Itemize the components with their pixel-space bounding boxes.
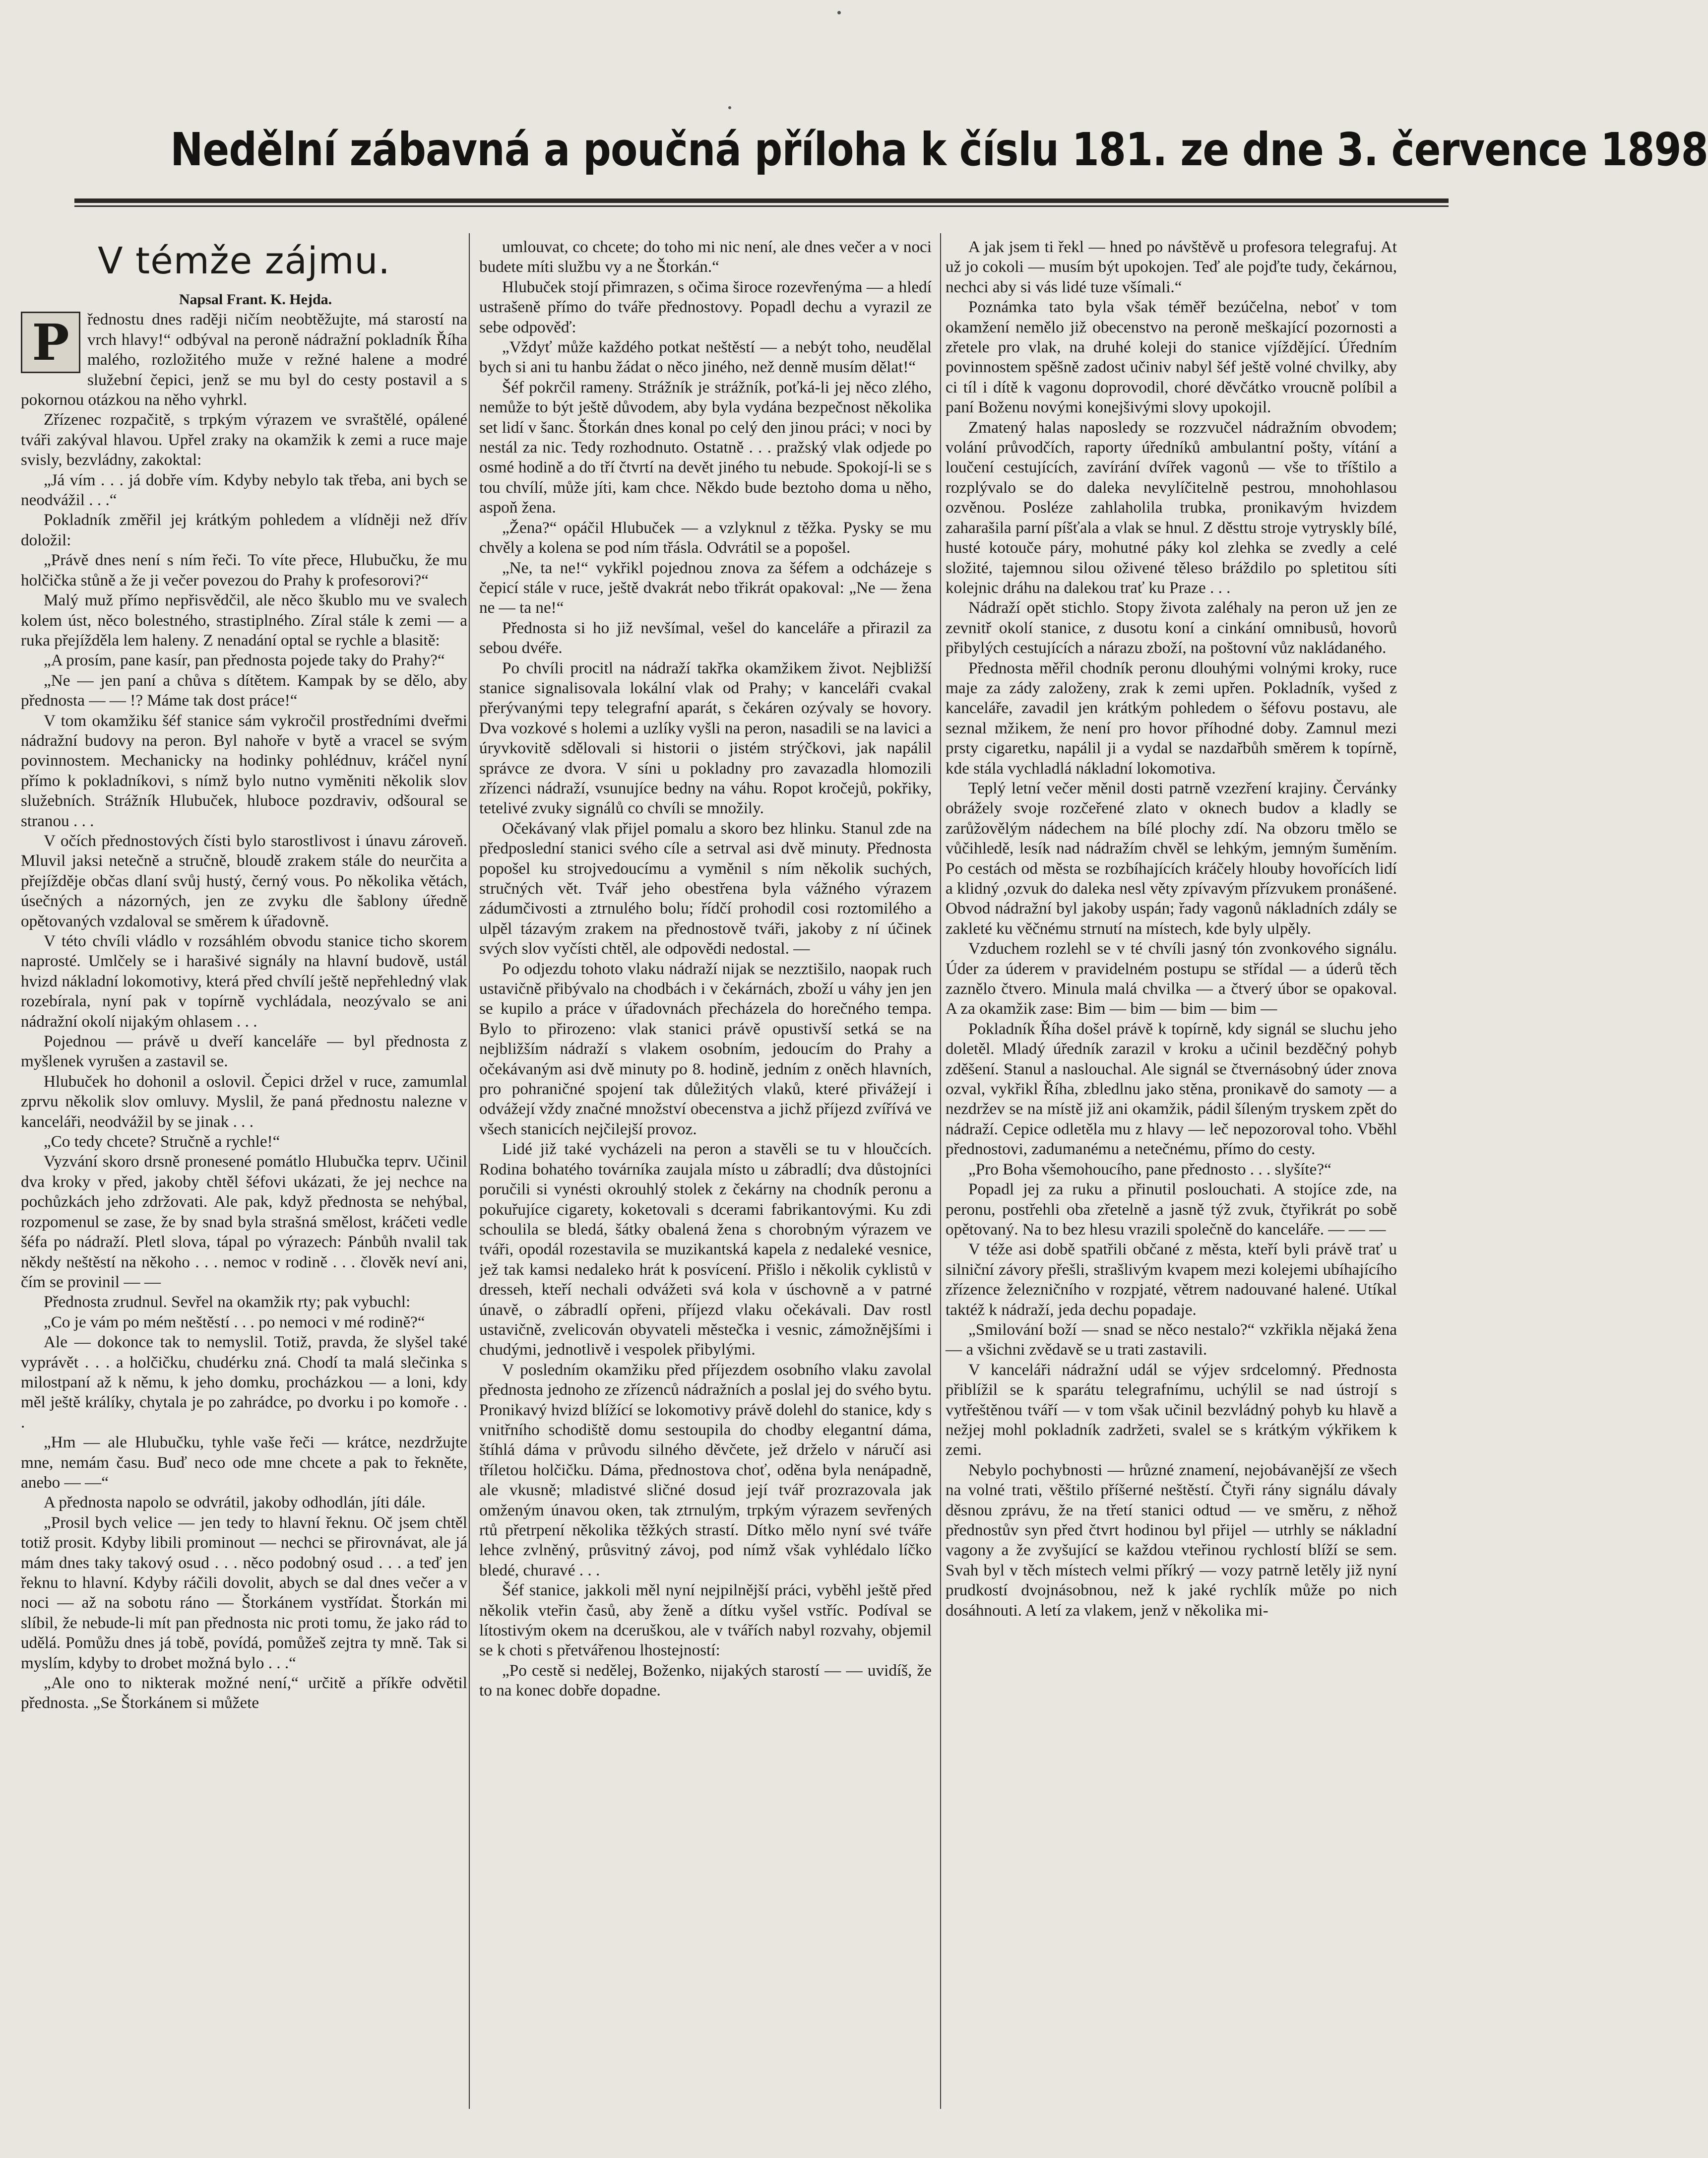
paragraph: „Ale ono to nikterak možné není,“ určitě a příkře odvětil přednosta. „Se Štorkánem si můžete xyxy=(21,1674,467,1712)
paragraph: „Vždyť může každého potkat neštěstí — a nebýt toho, neudělal bych si ani tu hanbu žádat o něco jiného, než denně musím dělat!“ xyxy=(479,338,932,377)
paragraph: „Žena?“ opáčil Hlubuček — a vzlyknul z těžka. Pysky se mu chvěly a kolena se pod ním třásla. Odvrátil se a popošel. xyxy=(479,518,932,557)
column-1 xyxy=(21,237,467,2113)
paragraph: Šéf pokrčil rameny. Strážník je strážník, poťká-li jej něco zlého, nemůže to být ještě důvodem, aby byla vydána bezpečnost několika set lidí v šanc. Štorkán dnes konal po celý den jinou práci; v noci by nestál za nic. Tedy rozhodnuto. Ostatně . . . pražský vlak odjede po osmé hodině a do tří čtvrtí na devět jiného tu nebude. Spokojí-li se s tou chvílí, může jíti, kam chce. Někdo bude beztoho doma u něho, aspoň žena. xyxy=(479,378,932,517)
paragraph: V tom okamžiku šéf stanice sám vykročil prostředními dveřmi nádražní budovy na peron. Byl nahoře v bytě a vracel se svým povinnostem. Mechanicky na hodinky pohlédnuv, kráčel nyní přímo k pokladníkovi, s nímž bylo nutno vyměniti několik slov služebních. Strážník Hlubuček, hluboce pozdraviv, odšoural se stranou . . . xyxy=(21,711,467,830)
article-byline: Napsal Frant. K. Hejda. xyxy=(179,291,332,308)
paragraph: řednostu dnes raději ničím neobtěžujte, má starostí na vrch hlavy!“ odbýval na peroně nádražní pokladník Říha malého, rozložitého muže v režné halene a modré služební čepici, jenž se mu byl do cesty postavil a s pokornou otázkou na něho vyhrkl. xyxy=(21,310,467,409)
paragraph: Poznámka tato byla však téměř bezúčelna, neboť v tom okamžení nemělo již obecenstvo na peroně meškající pozornosti a zřetele pro vlak, na druhé koleji do stanice vjíždějící. Úředním povinnostem spěšně zadost učiniv nabyl šéf ještě volné chvilky, aby ci tíl i dítě k vagonu doprovodil, choré děvčátko vroucně políbil a paní Boženu novými konejšivými slovy upokojil. xyxy=(946,298,1397,417)
print-speck xyxy=(837,11,841,14)
paragraph: Vzduchem rozlehl se v té chvíli jasný tón zvonkového signálu. Úder za úderem v pravidelném postupu se střídal — a úderů těch zaznělo čtvero. Minula malá chvilka — a čtverý úbor se opakoval. A za okamžik zase: Bim — bim — bim — bim — xyxy=(946,939,1397,1018)
paragraph: Pokladník změřil jej krátkým pohledem a vlídněji než dřív doložil: xyxy=(21,511,467,549)
paragraph: Pokladník Říha došel právě k topírně, kdy signál se sluchu jeho doletěl. Mladý úředník zarazil v kroku a učinil bezděčný pohyb zděšení. Stanul a naslouchal. Ale signál se čtvernásobný úder znova ozval, vykřikl Říha, zbledlnu jako stěna, pronikavě do samoty — a nezdržev se na místě již ani okamžik, pádil šíleným tryskem zpět do nádraží. Cepice odletěla mu z hlavy — leč nepozoroval toho. Vběhl přednostovi, zadumanému a netečnému, přímo do cesty. xyxy=(946,1019,1397,1159)
paragraph: Malý muž přímo nepřisvědčil, ale něco škublo mu ve svalech kolem úst, něco bolestného, strastiplného. Zíral stále k zemi — a ruka přejížděla lem haleny. Z nenadání optal se rychle a blasitě: xyxy=(21,591,467,650)
paragraph: V této chvíli vládlo v rozsáhlém obvodu stanice ticho skorem naprosté. Umlčely se i harašivé signály na hlavní budově, ustál hvizd nákladní lokomotivy, která před chvílí ještě nepřehledný vlak rozebírala, nyní pak v topírně vychládala, neozývalo se ani nádražní okolí nijakým ohlasem . . . xyxy=(21,932,467,1031)
paragraph: „Smilování boží — snad se něco nestalo?“ vzkřikla nějaká žena — a všichni zvědavě se u trati zastavili. xyxy=(946,1320,1397,1359)
paragraph: A jak jsem ti řekl — hned po návštěvě u profesora telegrafuj. At už jo cokoli — musím být upokojen. Teď ale pojďte tudy, čekárnou, nechci aby si vás lidé tuze všímali.“ xyxy=(946,238,1397,296)
paragraph: Přednosta zrudnul. Sevřel na okamžik rty; pak vybuchl: xyxy=(44,1293,411,1311)
paragraph: umlouvat, co chcete; do toho mi nic není, ale dnes večer a v noci budete míti službu vy a ne Štorkán.“ xyxy=(479,238,932,276)
print-speck xyxy=(728,106,731,109)
paragraph: Přednosta si ho již nevšímal, vešel do kanceláře a přirazil za sebou dvéře. xyxy=(479,618,932,657)
paragraph: „Co je vám po mém neštěstí . . . po nemoci v mé rodině?“ xyxy=(44,1312,425,1331)
paragraph: Ale — dokonce tak to nemyslil. Totiž, pravda, že slyšel také vyprávět . . . a holčičku, chudérku zná. Chodí ta malá slečinka s milostpaní až k němu, k jeho domku, procházkou — a loni, kdy měl ještě králíky, chytala je po zahrádce, po dvorku i po komoře . . . xyxy=(21,1333,467,1432)
paragraph: Lidé již také vycházeli na peron a stavěli se tu v hloučcích. Rodina bohatého továrníka zaujala místo u zábradlí; dva důstojníci poručili si vynésti okrouhlý stolek z čekárny na chodník peronu a pokuřujíce cigarety, koketovali s dcerami fabrikantovými. Ku zdi schoulila se bledá, šátky obalená žena s chorobným výrazem ve tváři, opodál rozestavila se muzikantská kapela z nedaleké vesnice, jež tak kamsi nedaleko hrát k posvícení. Přišlo i několik cyklistů v dresseh, kteří nechali odvážeti svá kola v úschovně a v patrné únavě, o zábradlí opřeni, příjezd vlaku očekávali. Dav rostl ustavičně, zvelicován obyvateli městečka i vesnic, zámožnějšími i chudými, jednotlivě i vespolek přibylými. xyxy=(479,1140,932,1359)
paragraph: A přednosta napolo se odvrátil, jakoby odhodlán, jíti dále. xyxy=(44,1493,426,1512)
paragraph: V posledním okamžiku před příjezdem osobního vlaku zavolal přednosta jednoho ze zřízenců nádražních a poslal jej do svého bytu. Pronikavý hvizd blížící se lokomotivy právě dolehl do stanice, kdy s vnitřního schodiště domu sestoupila do chodby elegantní dáma, štíhlá dáma v průvodu silného děvčete, jež drželo v náručí asi tříletou holčičku. Dáma, přednostova choť, oděna byla nenápadně, ale vkusně; mladistvé sličné dosud její tvář prozrazovala jak omženým únavou oken, tak ztrnulým, trpkým výrazem sevřených rtů přetrpení několika těžkých strastí. Dítko mělo nyní své tváře lehce zvlněný, průsvitný závoj, pod nímž však vyhlédalo líčko bledé, churavé . . . xyxy=(479,1360,932,1579)
paragraph: Hlubuček ho dohonil a oslovil. Čepici držel v ruce, zamumlal zprvu několik slov omluvy. Myslil, že paná přednostu nalezne v kanceláři, neodvážil by se jinak . . . xyxy=(21,1072,467,1131)
paragraph: Šéf stanice, jakkoli měl nyní nejpilnější práci, vyběhl ještě před několik vteřin časů, aby ženě a dítku vyšel vstříc. Podíval se lítostivým okem na dceruškou, ale v tvářích nabyl rozvahy, objemil se k choti s přetvářenou lhostejností: xyxy=(479,1581,932,1660)
paragraph: „Co tedy chcete? Stručně a rychle!“ xyxy=(44,1132,280,1151)
paragraph: Očekávaný vlak přijel pomalu a skoro bez hlinku. Stanul zde na předposlední stanici svého cíle a setrval asi dvě minuty. Přednosta popošel ku strojvedoucímu a vyměnil s ním několik suchých, stručných vět. Tvář jeho obestřena byla vážného výrazem zádumčivosti a ztrnulého bolu; řídčí prohodil cosi roztomilého a ulpěl tázavým zrakem na přednostově tváři, jakoby z ní účinek svých slov vyčísti chtěl, ale odpovědi nedostal. — xyxy=(479,819,932,958)
paragraph: Po chvíli procitl na nádraží takřka okamžikem život. Nejbližší stanice signalisovala lokální vlak od Prahy; v kanceláři cvakal přerývanými tepy telegrafní aparát, s čekáren ozývaly se hovory. Dva vozkové s holemi a uzlíky vyšli na peron, nasadili se na lavici a úryvkovitě sdělovali si historii o jistém strýčkovi, jak napálil správce ze dvora. V síni u pokladny pro zavazadla hlomozili zřízenci nádraží, vsunujíce bedny na váhu. Ropot kročejů, pokřiky, tetelivé zvuky signálů co chvíli se množily. xyxy=(479,658,932,818)
paragraph: Nebylo pochybnosti — hrůzné znamení, nejobávanější ze všech na volné trati, věštilo příšerné neštěstí. Čtyři rány signálu dávaly děsnou zprávu, že na třetí stanici odtud — ve směru, z něhož přednostův syn před čtvrt hodinou byl přijel — utrhly se nákladní vagony a že zvyšující se každou vteřinou rychlostí blíží se sem. Svah byl v těch místech velmi příkrý — vozy patrně letěly již nyní prudkostí dvojnásobnou, než k jaké rychlík může po nich dosáhnouti. A letí za vlakem, jenž v několika mi- xyxy=(946,1460,1397,1620)
paragraph: „Ne — jen paní a chůva s dítětem. Kampak by se dělo, aby přednosta — — !? Máme tak dost práce!“ xyxy=(21,671,467,710)
paragraph: „Právě dnes není s ním řeči. To víte přece, Hlubučku, že mu holčička stůně a že ji večer povezou do Prahy k profesorovi?“ xyxy=(21,551,467,589)
masthead-title: Nedělní zábavná a poučná příloha k číslu 181. ze dne 3. července 1898 xyxy=(170,123,1708,176)
paragraph: „Hm — ale Hlubučku, tyhle vaše řeči — krátce, nezdržujte mne, nemám času. Buď neco ode mne chcete a pak to řekněte, anebo — —“ xyxy=(21,1433,467,1492)
paragraph: Nádraží opět stichlo. Stopy života zaléhaly na peron už jen ze zevnitř okolí stanice, z dusotu koní a cinkání omnibusů, hovorů přibylých cestujících a nárazu zboží, na poštovní vůz nakládaného. xyxy=(946,598,1397,657)
dropcap-initial: P xyxy=(21,312,80,373)
paragraph: Hlubuček stojí přimrazen, s očima široce rozevřenýma — a hledí ustrašeně přímo do tváře přednostovy. Popadl dechu a vyrazil ze sebe odpověď: xyxy=(479,277,932,336)
paragraph: V kanceláři nádražní udál se výjev srdcelomný. Přednosta přiblížil se k sparátu telegrafnímu, uchýlil se nad ústrojí s vytřeštěnou tváří — v tom však učinil bezvládný pohyb ku hlavě a nežjej mohl pokladník zadržeti, svalel se s krátkým výkřikem k zemi. xyxy=(946,1360,1397,1459)
column-divider xyxy=(469,233,470,2109)
paragraph: Pojednou — právě u dveří kanceláře — byl přednosta z myšlenek vyrušen a zastavil se. xyxy=(21,1032,467,1071)
column-divider xyxy=(940,233,941,2109)
paragraph: „Prosil bych velice — jen tedy to hlavní řeknu. Oč jsem chtěl totiž prosit. Kdyby libili prominout — nechci se přirovnávat, ale já mám dnes taky takový osud . . . něco podobný osud . . . a teď jen řeknu to hlavní. Kdyby ráčili dovolit, abych se dal dnes večer a v noci — až na sobotu ráno — Štorkánem vystřídat. Štorkán mi slíbil, že nebude-li mít pan přednosta nic proti tomu, že jako rád to udělá. Pomůžu dnes já tobě, povídá, pomůžeš zejtra ty mně. Tak si myslím, kdyby to drobet možná bylo . . .“ xyxy=(21,1513,467,1672)
paragraph: Po odjezdu tohoto vlaku nádraží nijak se nezztišilo, naopak ruch ustavičně přibývalo na chodbách i v čekárnách, zboží u váhy jen jen se kupilo a práce v úřadovnách přecházela do horečného tempa. Bylo to přirozeno: vlak stanici právě opustivší setká se na nejbližším nádraží s vlakem osobním, jedoucím do Prahy a očekávaným asi dvě minuty po 8. hodině, jedním z oněch hlavních, pro pohraničné spojení tak důležitých vlaků, které přivážejí i odvážejí vždy značné množství obecenstva a jichž příjezd zvířívá ve všech stanicích nejčilejší provoz. xyxy=(479,959,932,1138)
paragraph: Teplý letní večer měnil dosti patrně vzezření krajiny. Červánky obrážely svoje rozčeřené zlato v oknech budov a kladly se zarůžovělým nádechem na bílé plochy zdí. Na obzoru tmělo se vůčihledě, lesík nad nádražím chvěl se lehkým, jemným šuměním. Po cestách od města se rozbíhajících kráčely hlouby hovořících lidí a klidný ,ozvuk do daleka nesl věty zpívavým přízvukem pronášené. Obvod nádražní byl jakoby uspán; řady vagonů nákladních zdály se zakleté ku věčnému strnutí na místech, kde byly ulpěly. xyxy=(946,779,1397,938)
paragraph: V očích přednostových čísti bylo starostlivost i únavu zároveň. Mluvil jaksi netečně a stručně, bloudě zrakem stále do neurčita a přejížděje občas dlaní svůj hustý, černý vous. Po několika větách, úsečných a názorných, jen ze zvyku dle šablony úředně opětovaných vzdaloval se směrem k úřadovně. xyxy=(21,831,467,930)
paragraph: Přednosta měřil chodník peronu dlouhými volnými kroky, ruce maje za zády založeny, zrak k zemi upřen. Pokladník, vyšed z kanceláře, zavadil jen krátkým pohledem o šéfovu postavu, ale seznal mžikem, že není pro hovor příhodné doby. Zamnul mezi prsty cigaretku, napálil ji a vydal se nazdařbůh směrem k topírně, kde stála vychladlá nákladní lokomotiva. xyxy=(946,658,1397,778)
paragraph: „A prosím, pane kasír, pan přednosta pojede taky do Prahy?“ xyxy=(44,651,445,670)
paragraph: Zřízenec rozpačitě, s trpkým výrazem ve svraštělé, opálené tváři zakýval hlavou. Upřel zraky na okamžik k zemi a ruce maje svisly, bezvládny, zakoktal: xyxy=(21,410,467,469)
article-title: V témže zájmu. xyxy=(98,240,390,282)
paragraph: Zmatený halas naposledy se rozzvučel nádražním obvodem; volání průvodčích, raporty úředníků ambulantní pošty, vítání a loučení cestujících, zavírání dvířek vagonů — vše to tříštilo a rozplývalo se do daleka nevylíčitelně pestrou, mnohohlasou ozvěnou. Posléze zahlaholila trubka, pronikavým hvizdem zaharašila parní píšťala a vlak se hnul. Z děsttu stroje vytryskly bílé, husté kotouče páry, mohutné páky kol zlehka se zvedly a celé složité, tajemnou silou oživené těleso bráždilo po spletitou síti kolejnic dráhu na dalekou trať ku Praze . . . xyxy=(946,418,1397,597)
column-3 xyxy=(946,237,1397,2113)
paragraph: Vyzvání skoro drsně pronesené pomátlo Hlubučka teprv. Učinil dva kroky v před, jakoby chtěl šéfovi ukázati, že jej nechce na pochůzkách jeho zdržovati. Ale pak, když přednosta se nehýbal, rozpomenul se zase, že by snad byla strašná smělost, kráčeti vedle šéfa po nádraží. Pletl slova, tápal po výrazech: Pánbůh nvalil tak někdy neštěstí na někoho . . . nemoc v rodině . . . člověk neví ani, čím se provinil — — xyxy=(21,1152,467,1291)
paragraph: V téže asi době spatřili občané z města, kteří byli právě trať u silniční závory přešli, strašlivým kvapem mezi kolejemi ubíhajícího zřízence železničního v rozpjaté, větrem nadouvané halené. Utíkal taktéž k nádraží, jeda dechu popadaje. xyxy=(946,1240,1397,1319)
masthead-rule-thick xyxy=(74,198,1449,203)
paragraph: „Ne, ta ne!“ vykřikl pojednou znova za šéfem a odcházeje s čepicí stále v ruce, ještě dvakrát nebo třikrát opakoval: „Ne — žena ne — ta ne!“ xyxy=(479,558,932,617)
paragraph: „Po cestě si nedělej, Boženko, nijakých starostí — — uvidíš, že to na konec dobře dopadne. xyxy=(479,1661,932,1700)
masthead-rule-thin xyxy=(74,205,1449,207)
paragraph: Popadl jej za ruku a přinutil poslouchati. A stojíce zde, na peronu, postřehli oba zřetelně a jasně týž zvuk, čtyřikrát po sobě opětovaný. Na to bez hlesu vrazili společně do kanceláře. — — — xyxy=(946,1180,1397,1239)
paragraph: „Já vím . . . já dobře vím. Kdyby nebylo tak třeba, ani bych se neodvážil . . .“ xyxy=(21,470,467,510)
column-2 xyxy=(479,237,932,2113)
paragraph: „Pro Boha všemohoucího, pane přednosto . . . slyšíte?“ xyxy=(968,1160,1331,1178)
